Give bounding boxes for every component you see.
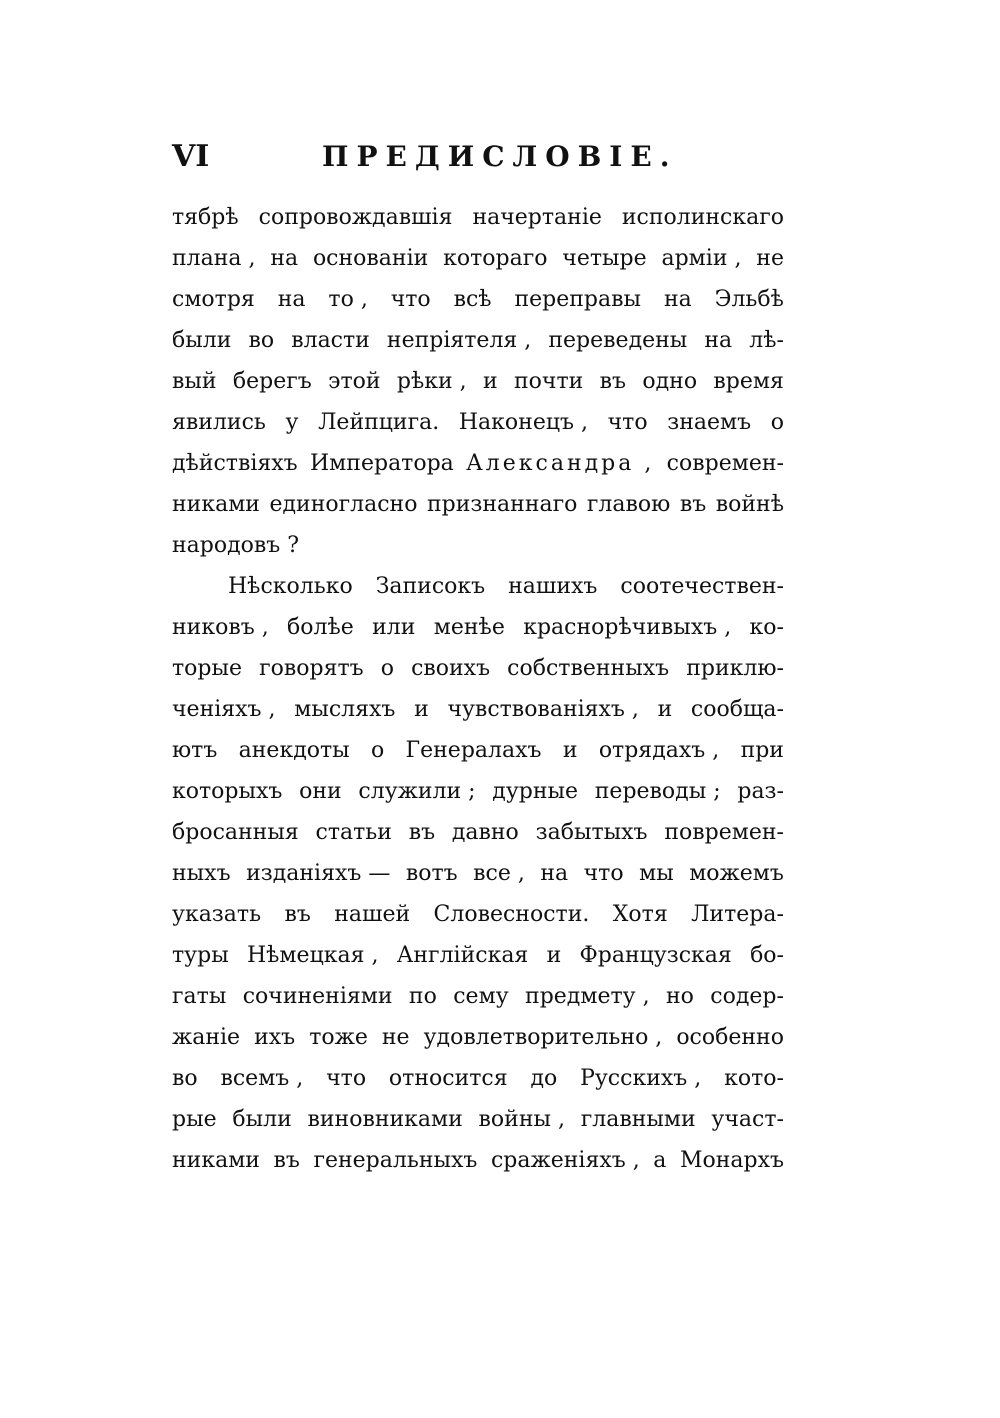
text-line	[172, 566, 784, 607]
word: болѣе	[287, 615, 354, 640]
word: основаніи	[312, 246, 429, 271]
word: что	[607, 410, 648, 435]
word: смотря	[172, 287, 255, 312]
word: мы	[639, 861, 674, 886]
word: удовлетворительно ,	[423, 1025, 663, 1050]
word: бо-	[750, 943, 784, 968]
word: въ	[273, 1148, 300, 1173]
word: ютъ	[172, 738, 218, 763]
word: сообща-	[690, 697, 784, 722]
word: во	[248, 328, 275, 353]
word: говорятъ	[259, 656, 364, 681]
word: въ	[679, 492, 707, 517]
word: всемъ ,	[220, 1066, 304, 1091]
word: гаты	[172, 984, 227, 1009]
word: вотъ	[405, 861, 458, 886]
word: на	[540, 861, 569, 886]
word: на	[663, 287, 692, 312]
word: содер-	[710, 984, 784, 1009]
word: Французская	[579, 943, 732, 968]
word: изданіяхъ —	[246, 861, 391, 886]
word: что	[390, 287, 431, 312]
word: до	[530, 1066, 558, 1091]
word: войнѣ	[715, 492, 784, 517]
text-line	[172, 361, 784, 402]
word: торые	[172, 656, 243, 681]
word: не	[756, 246, 784, 271]
word: ченіяхъ ,	[172, 697, 276, 722]
word: Монархъ	[679, 1148, 784, 1173]
text-line	[172, 1058, 784, 1099]
word: Записокъ	[375, 574, 486, 599]
word: переправы	[514, 287, 642, 312]
word: кото-	[724, 1066, 784, 1091]
word: всѣ	[453, 287, 492, 312]
word: переводы ;	[594, 779, 721, 804]
word: о	[370, 738, 385, 763]
word: туры	[172, 943, 229, 968]
word: повремен-	[664, 820, 784, 845]
word: служили ;	[358, 779, 476, 804]
word: о	[380, 656, 394, 681]
word: дѣйствіяхъ	[172, 451, 298, 476]
word: бросанныя	[172, 820, 299, 845]
text-line	[172, 1140, 784, 1181]
word: а	[653, 1148, 667, 1173]
text-line	[172, 1017, 784, 1058]
word: мысляхъ	[294, 697, 396, 722]
text-line	[172, 320, 784, 361]
word: знаемъ	[667, 410, 752, 435]
word: арміи ,	[661, 246, 742, 271]
word: Александра ,	[466, 451, 655, 476]
word: и	[546, 943, 562, 968]
body-text	[172, 197, 784, 1181]
word: признаннаго	[426, 492, 578, 517]
word: своихъ	[411, 656, 491, 681]
word: о	[770, 410, 784, 435]
text-line	[172, 484, 784, 525]
text-line	[172, 648, 784, 689]
word: войны ,	[478, 1107, 565, 1132]
word: вый	[172, 369, 217, 394]
word: забытыхъ	[535, 820, 648, 845]
word: виновниками	[307, 1107, 463, 1132]
text-line	[172, 443, 784, 484]
word: лѣ-	[749, 328, 784, 353]
word: указать	[172, 902, 262, 927]
word: почти	[514, 369, 584, 394]
word: то ,	[328, 287, 368, 312]
word: краснорѣчивыхъ ,	[523, 615, 732, 640]
word: плана ,	[172, 246, 256, 271]
word: были	[232, 1107, 292, 1132]
word: относится	[388, 1066, 508, 1091]
word: нашей	[334, 902, 411, 927]
word: на	[270, 246, 299, 271]
word: на	[277, 287, 306, 312]
page-number: VI	[172, 139, 210, 174]
word: въ	[284, 902, 311, 927]
word: они	[299, 779, 342, 804]
word: жаніе	[172, 1025, 241, 1050]
word: но	[665, 984, 694, 1009]
word: переведены	[548, 328, 688, 353]
word: у	[285, 410, 299, 435]
word: нашихъ	[508, 574, 598, 599]
word: ихъ	[254, 1025, 296, 1050]
word: единогласно	[269, 492, 418, 517]
text-line	[172, 894, 784, 935]
word: что	[583, 861, 624, 886]
word: четыре	[562, 246, 647, 271]
word: которыхъ	[172, 779, 283, 804]
text-line	[172, 976, 784, 1017]
word: никовъ ,	[172, 615, 269, 640]
word: берегъ	[232, 369, 312, 394]
text-line	[172, 730, 784, 771]
word: отрядахъ ,	[598, 738, 720, 763]
word: Нѣсколько	[228, 574, 353, 599]
word: генеральныхъ	[313, 1148, 478, 1173]
word: начертаніе	[472, 205, 602, 230]
word: народовъ ?	[172, 533, 300, 558]
word: сочиненіями	[242, 984, 393, 1009]
word: Императора	[310, 451, 454, 476]
word: власти	[291, 328, 370, 353]
word: сему	[453, 984, 509, 1009]
word: одно	[642, 369, 698, 394]
word: Лейпцига.	[318, 410, 440, 435]
word: тябрѣ	[172, 205, 239, 230]
word: статьи	[315, 820, 392, 845]
word: Русскихъ ,	[580, 1066, 702, 1091]
word: сраженіяхъ ,	[490, 1148, 640, 1173]
word: что	[326, 1066, 367, 1091]
word: рые	[172, 1107, 217, 1132]
text-line	[172, 771, 784, 812]
word: Словесности.	[433, 902, 590, 927]
word: Наконецъ ,	[458, 410, 588, 435]
word: ко-	[749, 615, 784, 640]
word: этой	[328, 369, 381, 394]
word: и	[657, 697, 673, 722]
word: дурные	[492, 779, 579, 804]
word: при	[740, 738, 784, 763]
word: сопровождавшія	[258, 205, 453, 230]
word: раз-	[737, 779, 784, 804]
text-line	[172, 525, 784, 566]
word: никами	[172, 492, 260, 517]
text-line	[172, 812, 784, 853]
word: предмету ,	[525, 984, 650, 1009]
word: Генералахъ	[405, 738, 542, 763]
word: явились	[172, 410, 266, 435]
text-line	[172, 402, 784, 443]
word: не	[381, 1025, 410, 1050]
word: во	[172, 1066, 198, 1091]
word: или	[372, 615, 416, 640]
text-line	[172, 1099, 784, 1140]
word: рѣки ,	[396, 369, 467, 394]
word: время	[713, 369, 784, 394]
word: были	[172, 328, 232, 353]
text-line	[172, 607, 784, 648]
word: по	[408, 984, 437, 1009]
word: въ	[408, 820, 436, 845]
word: тоже	[309, 1025, 368, 1050]
word: участ-	[711, 1107, 784, 1132]
word: менѣе	[433, 615, 505, 640]
word: исполинскаго	[621, 205, 784, 230]
word: давно	[451, 820, 519, 845]
word: и	[482, 369, 498, 394]
text-line	[172, 689, 784, 730]
text-line	[172, 279, 784, 320]
running-head	[172, 135, 784, 179]
word: приклю-	[686, 656, 784, 681]
word: Литера-	[691, 902, 784, 927]
text-line	[172, 197, 784, 238]
word: чувствованіяхъ ,	[447, 697, 639, 722]
text-line	[172, 238, 784, 279]
word: и	[414, 697, 429, 722]
word: особенно	[676, 1025, 784, 1050]
word: непріятеля ,	[386, 328, 532, 353]
word: никами	[172, 1148, 260, 1173]
word: главными	[580, 1107, 696, 1132]
word: можемъ	[689, 861, 784, 886]
word: ныхъ	[172, 861, 231, 886]
text-line	[172, 935, 784, 976]
word: анекдоты	[238, 738, 350, 763]
word: Нѣмецкая ,	[246, 943, 379, 968]
word: главою	[586, 492, 671, 517]
word: на	[704, 328, 733, 353]
word: все ,	[473, 861, 525, 886]
word: собственныхъ	[507, 656, 670, 681]
word: Эльбѣ	[714, 287, 784, 312]
word: Хотя	[612, 902, 668, 927]
word: въ	[599, 369, 627, 394]
word: и	[562, 738, 578, 763]
word: котораго	[443, 246, 548, 271]
word: Англійская	[396, 943, 529, 968]
text-line	[172, 853, 784, 894]
word: современ-	[666, 451, 784, 476]
running-title: ПРЕДИСЛОВІЕ.	[322, 140, 678, 173]
word: соотечествен-	[620, 574, 784, 599]
